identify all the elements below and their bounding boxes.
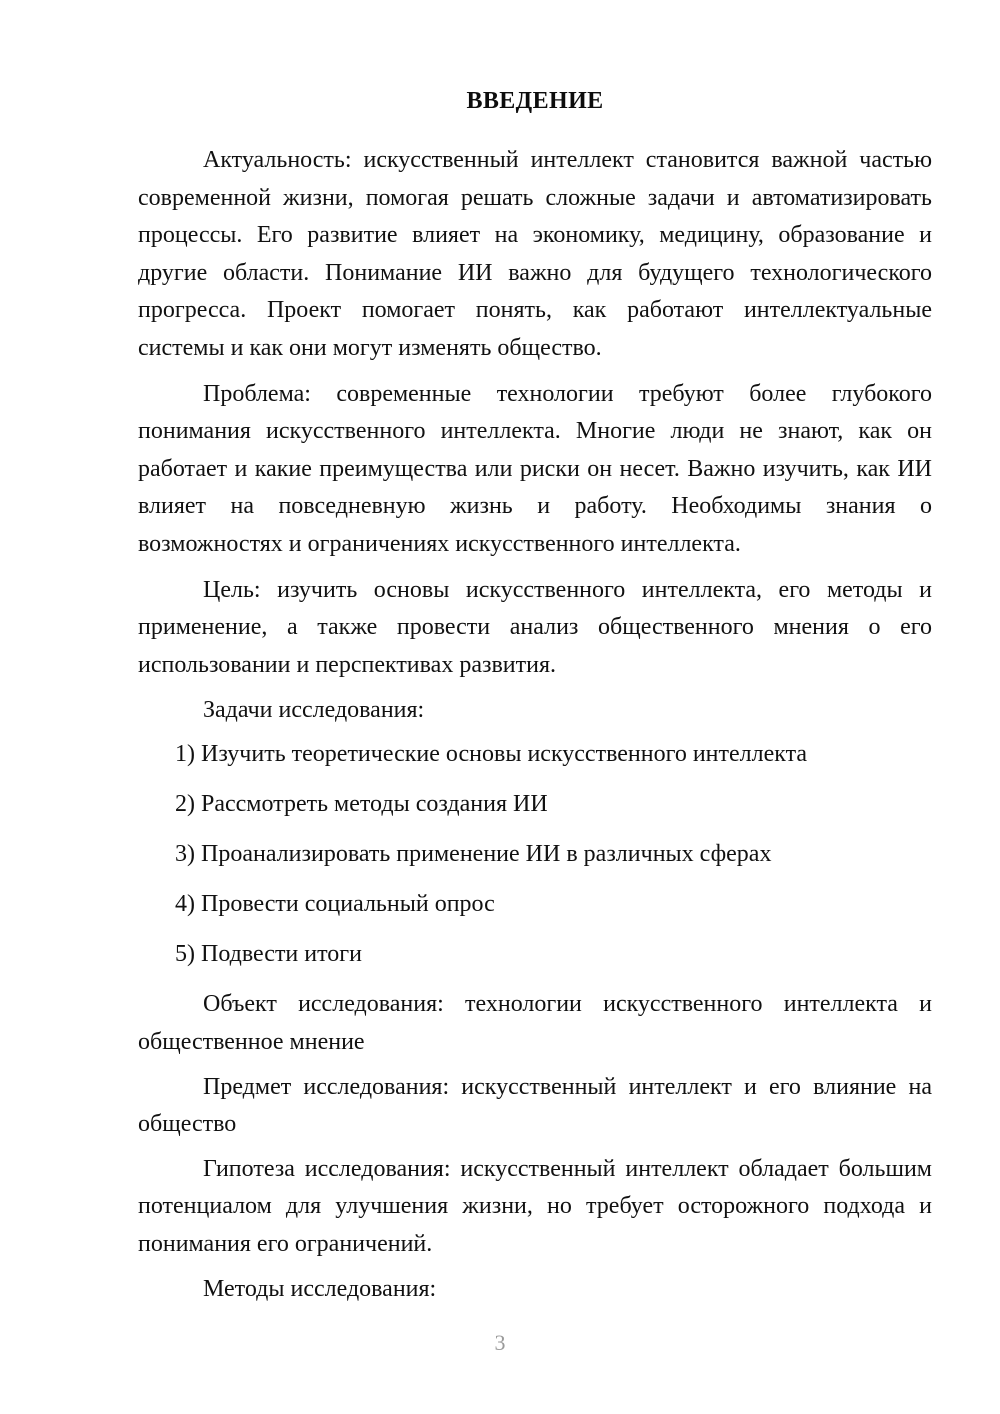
tasks-heading: Задачи исследования: [203,697,425,724]
list-item: 2) Рассмотреть методы создания ИИ [175,791,548,817]
paragraph-predmet: Предмет исследования: искусственный интеллект и его влияние на общество [138,1073,932,1138]
page-number: 3 [494,1330,506,1355]
paragraph-aktualnost: Актуальность: искусственный интеллект становится важной частью современной жизни, помогая решать сложные задачи и автоматизировать процессы. Его развитие влияет на экономику, медицину, образование и другие области. Понимание ИИ важно для будущего технологического прогресса. Проект помогает понять, как работают интеллектуальные системы и как они могут изменять общество. [138,147,932,361]
paragraph-obekt: Объект исследования: технологии искусственного интеллекта и общественное мнение [138,991,932,1055]
paragraph-gipoteza: Гипотеза исследования: искусственный интеллект обладает большим потенциалом для улучшения жизни, но требует осторожного подхода и понимания его ограничений. [138,1155,932,1257]
list-item: 4) Провести социальный опрос [175,891,495,918]
list-item: 3) Проанализировать применение ИИ в различных сферах [175,841,772,868]
methods-heading: Методы исследования: [203,1275,437,1302]
document-body [138,86,932,1314]
page-title: ВВЕДЕНИЕ [466,88,604,114]
paragraph-cel: Цель: изучить основы искусственного интеллекта, его методы и применение, а также провести анализ общественного мнения о его использовании и перспективах развития. [138,576,932,678]
paragraph-problema: Проблема: современные технологии требуют более глубокого понимания искусственного интеллекта. Многие люди не знают, как он работает и какие преимущества или риски он несет. Важно изучить, как ИИ влияет на повседневную жизнь и работу. Необходимы знания о возможностях и ограничениях искусственного интеллекта. [138,380,932,557]
list-item: 1) Изучить теоретические основы искусственного интеллекта [175,740,808,767]
tasks-list [138,736,932,974]
list-item: 5) Подвести итоги [175,941,362,968]
